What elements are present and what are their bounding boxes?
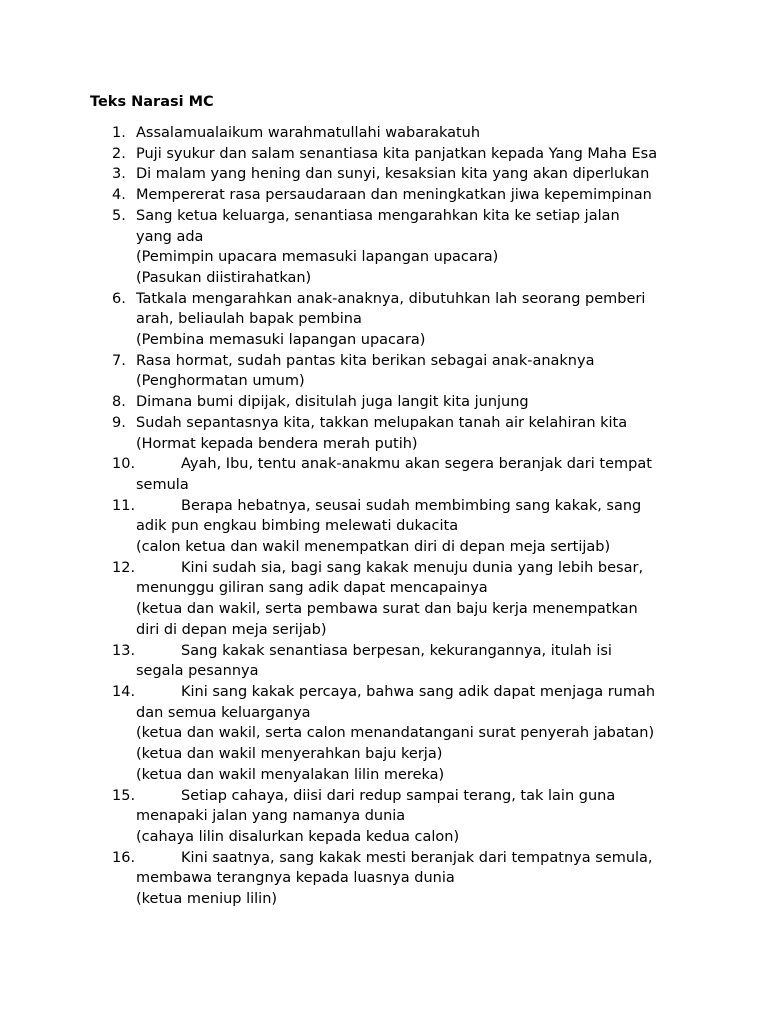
item-text-continuation: (Pasukan diistirahatkan) bbox=[136, 269, 312, 286]
list-item bbox=[0, 848, 768, 910]
item-text: Setiap cahaya, diisi dari redup sampai terang, tak lain guna bbox=[181, 787, 616, 804]
item-text: Tatkala mengarahkan anak-anaknya, dibutuhkan lah seorang pemberi bbox=[136, 290, 646, 307]
item-text-continuation: (cahaya lilin disalurkan kepada kedua calon) bbox=[136, 828, 460, 845]
item-text-continuation: (Penghormatan umum) bbox=[136, 373, 305, 390]
item-text-continuation: (calon ketua dan wakil menempatkan diri di depan meja sertijab) bbox=[136, 539, 611, 556]
item-text-continuation: (ketua dan wakil menyalakan lilin mereka) bbox=[136, 766, 445, 783]
list-item bbox=[0, 123, 768, 144]
item-number: 9. bbox=[112, 414, 126, 431]
list-item bbox=[0, 289, 768, 351]
item-text: Berapa hebatnya, seusai sudah membimbing sang kakak, sang bbox=[181, 497, 642, 514]
document-title: Teks Narasi MC bbox=[90, 94, 214, 110]
item-number: 15. bbox=[112, 787, 136, 804]
item-number: 10. bbox=[112, 456, 136, 473]
item-text-continuation: (ketua dan wakil menyerahkan baju kerja) bbox=[136, 746, 443, 763]
item-text-continuation: arah, beliaulah bapak pembina bbox=[136, 311, 362, 328]
item-number: 1. bbox=[112, 125, 126, 141]
item-text: Rasa hormat, sudah pantas kita berikan sebagai anak-anaknya bbox=[136, 352, 595, 369]
item-text-continuation: (ketua dan wakil, serta calon menandatangani surat penyerah jabatan) bbox=[136, 725, 655, 742]
list-item bbox=[0, 413, 768, 454]
list-item bbox=[0, 164, 768, 185]
list-item bbox=[0, 682, 768, 786]
list-item bbox=[0, 392, 768, 413]
item-text-continuation: menunggu giliran sang adik dapat mencapainya bbox=[136, 580, 488, 597]
item-text-continuation: (ketua dan wakil, serta pembawa surat dan baju kerja menempatkan bbox=[136, 601, 638, 618]
item-number: 4. bbox=[112, 187, 126, 204]
item-text-continuation: menapaki jalan yang namanya dunia bbox=[136, 808, 406, 825]
item-number: 14. bbox=[112, 683, 136, 700]
item-text: Kini sang kakak percaya, bahwa sang adik dapat menjaga rumah bbox=[181, 683, 656, 700]
item-text: Di malam yang hening dan sunyi, kesaksian kita yang akan diperlukan bbox=[136, 166, 650, 183]
item-number: 6. bbox=[112, 290, 126, 307]
item-number: 5. bbox=[112, 207, 126, 224]
item-text-continuation: diri di depan meja serijab) bbox=[136, 621, 327, 638]
item-text-continuation: (Pemimpin upacara memasuki lapangan upacara) bbox=[136, 249, 499, 266]
list-item bbox=[0, 185, 768, 206]
list-item bbox=[0, 786, 768, 848]
list-item bbox=[0, 641, 768, 682]
narration-list bbox=[0, 123, 768, 910]
item-text: Sudah sepantasnya kita, takkan melupakan tanah air kelahiran kita bbox=[136, 414, 628, 431]
list-item bbox=[0, 144, 768, 165]
item-text-continuation: adik pun engkau bimbing melewati dukacita bbox=[136, 518, 459, 535]
item-number: 3. bbox=[112, 166, 126, 183]
item-number: 8. bbox=[112, 394, 126, 411]
list-item bbox=[0, 496, 768, 558]
item-text-continuation: (Pembina memasuki lapangan upacara) bbox=[136, 332, 426, 349]
list-item bbox=[0, 558, 768, 641]
list-item bbox=[0, 351, 768, 392]
item-text: Kini sudah sia, bagi sang kakak menuju dunia yang lebih besar, bbox=[181, 559, 644, 576]
item-text-continuation: semula bbox=[136, 476, 189, 493]
item-text-continuation: (Hormat kepada bendera merah putih) bbox=[136, 435, 418, 452]
item-text-continuation: segala pesannya bbox=[136, 663, 259, 680]
item-text-continuation: membawa terangnya kepada luasnya dunia bbox=[136, 870, 455, 887]
item-text: Puji syukur dan salam senantiasa kita panjatkan kepada Yang Maha Esa bbox=[136, 145, 658, 162]
item-number: 13. bbox=[112, 642, 136, 659]
item-number: 11. bbox=[112, 497, 136, 514]
item-number: 12. bbox=[112, 559, 136, 576]
item-text: Ayah, Ibu, tentu anak-anakmu akan segera beranjak dari tempat bbox=[181, 456, 652, 473]
list-item bbox=[0, 206, 768, 289]
item-text: Sang ketua keluarga, senantiasa mengarahkan kita ke setiap jalan bbox=[136, 207, 620, 224]
item-text-continuation: (ketua meniup lilin) bbox=[136, 891, 278, 908]
item-text-continuation: dan semua keluarganya bbox=[136, 704, 311, 721]
item-text: Assalamualaikum warahmatullahi wabarakatuh bbox=[136, 125, 481, 141]
item-number: 16. bbox=[112, 849, 136, 866]
item-text: Mempererat rasa persaudaraan dan meningkatkan jiwa kepemimpinan bbox=[136, 187, 652, 204]
list-item bbox=[0, 454, 768, 495]
item-number: 7. bbox=[112, 352, 126, 369]
item-text: Kini saatnya, sang kakak mesti beranjak dari tempatnya semula, bbox=[181, 849, 653, 866]
item-text: Dimana bumi dipijak, disitulah juga langit kita junjung bbox=[136, 394, 529, 411]
item-text: Sang kakak senantiasa berpesan, kekurangannya, itulah isi bbox=[181, 642, 612, 659]
item-number: 2. bbox=[112, 145, 126, 162]
item-text-continuation: yang ada bbox=[136, 228, 204, 245]
